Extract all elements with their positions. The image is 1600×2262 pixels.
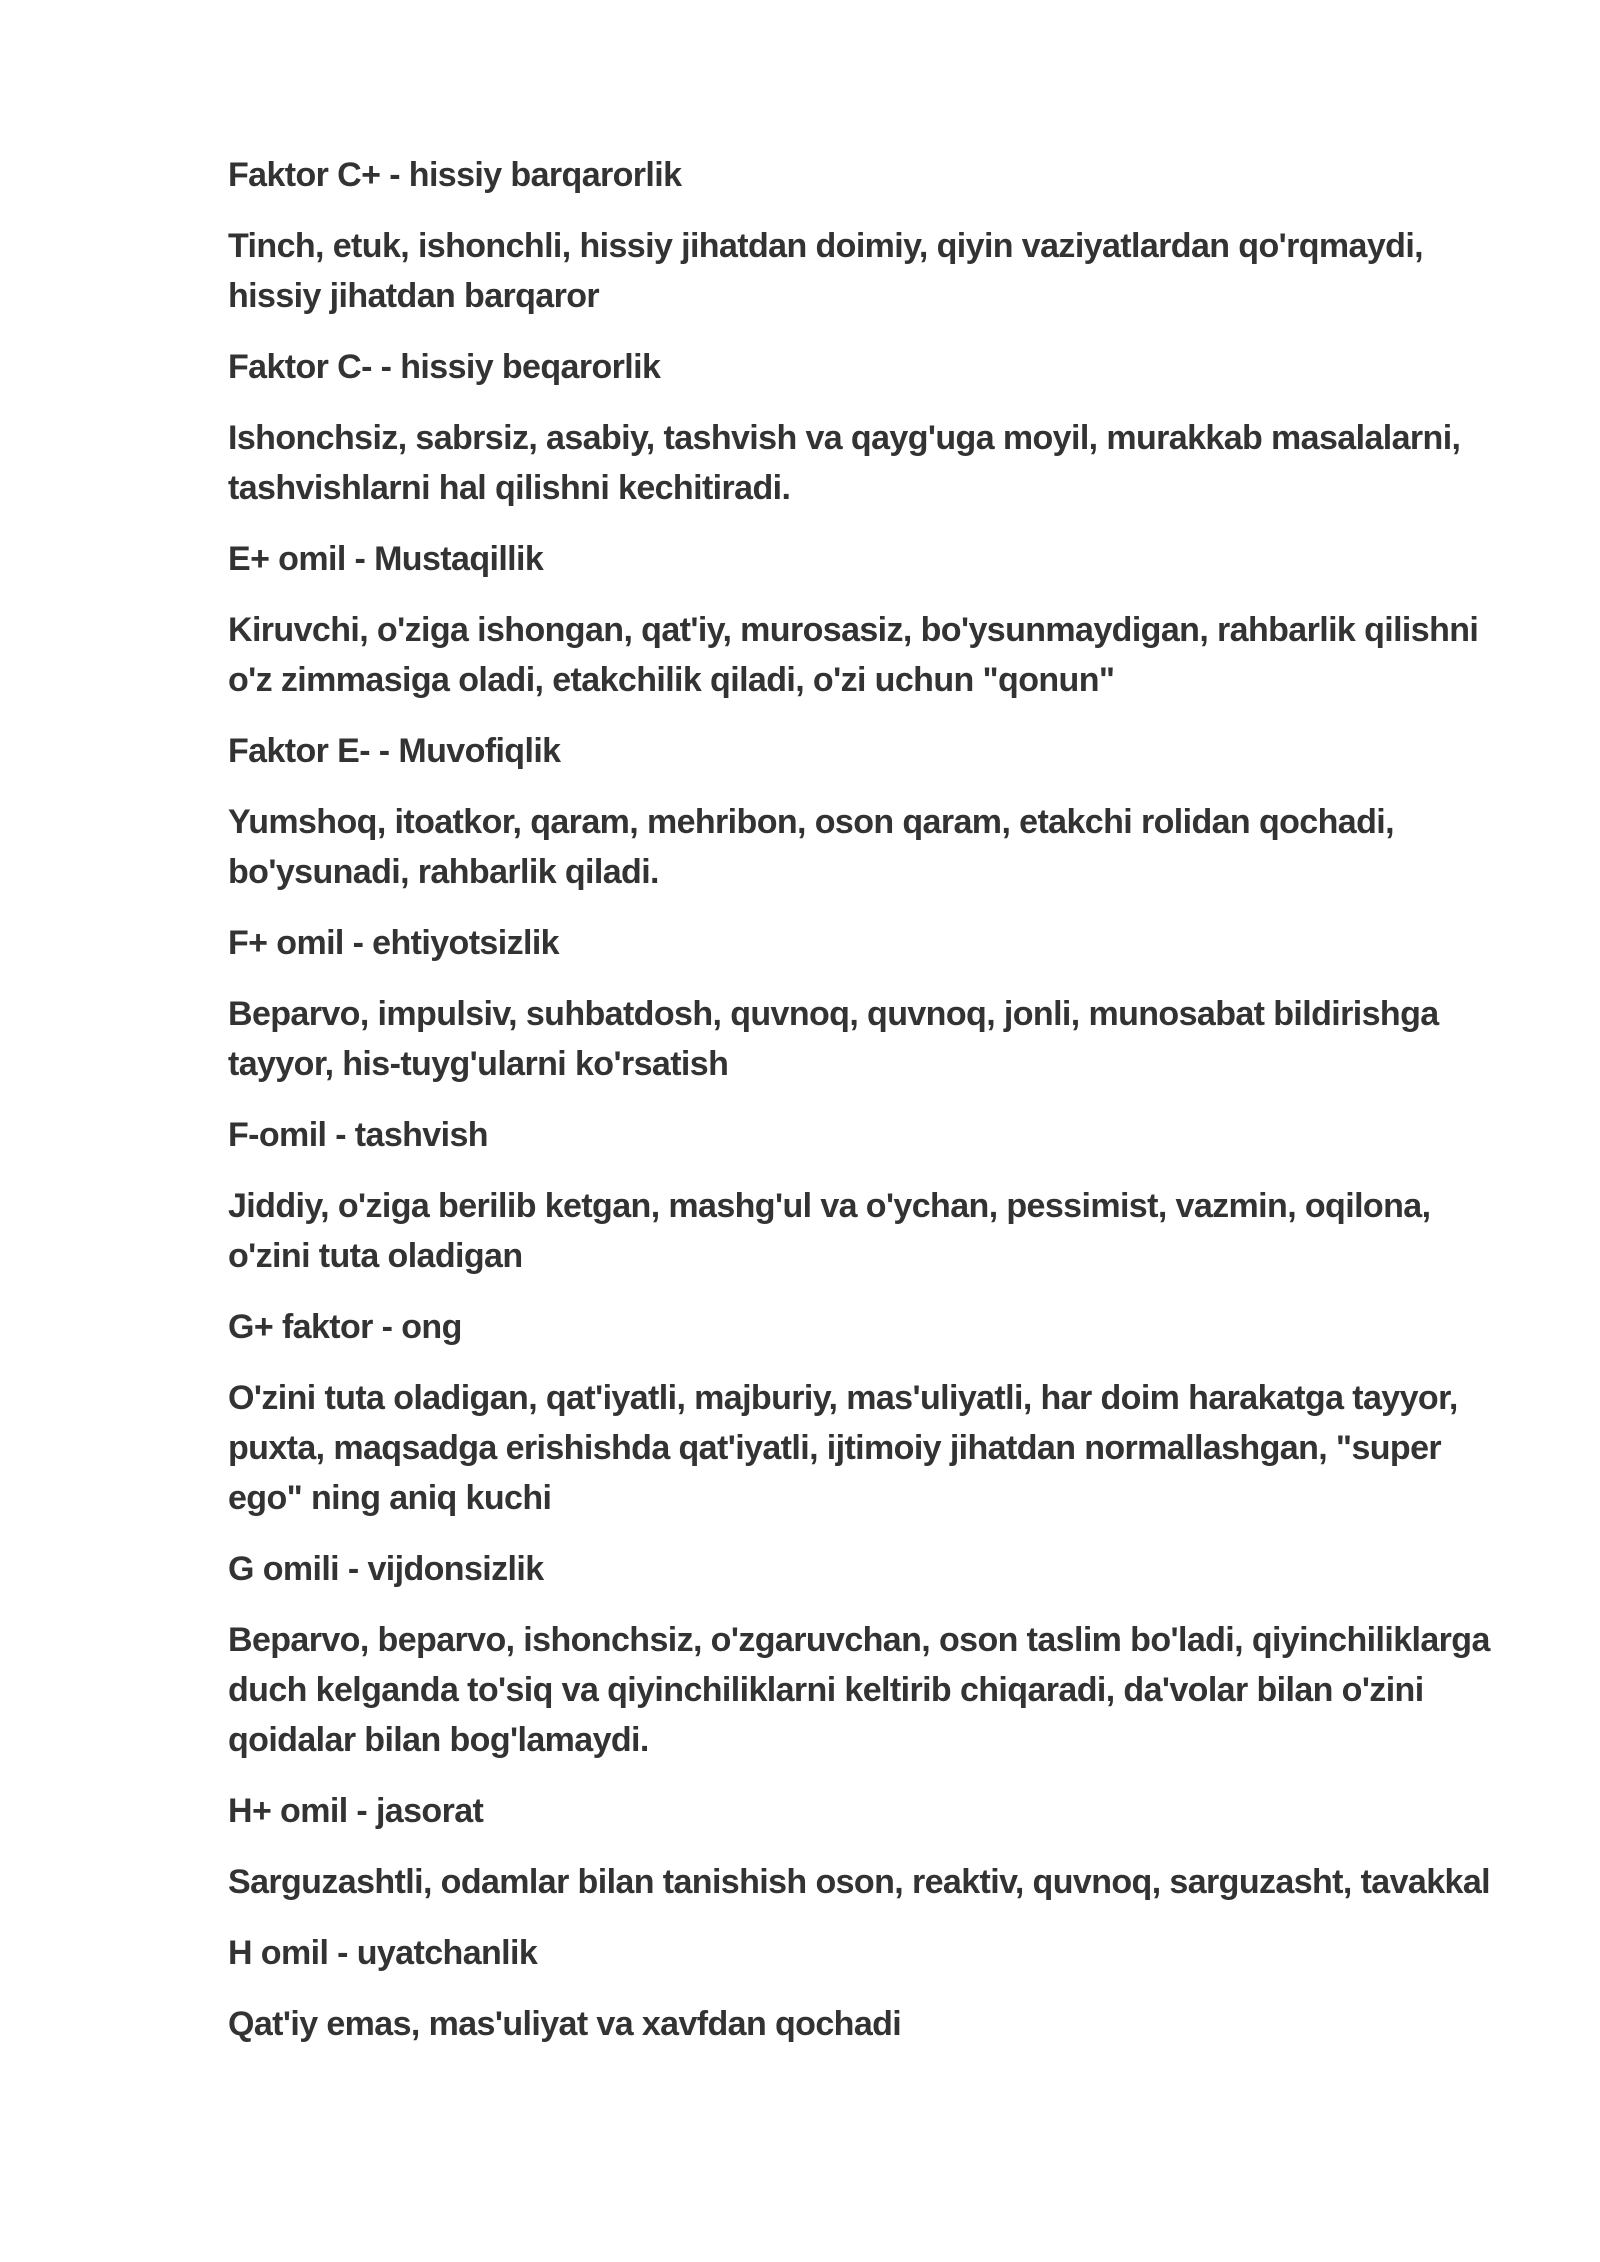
factor-description: Tinch, etuk, ishonchli, hissiy jihatdan doimiy, qiyin vaziyatlardan qo'rqmaydi, hissiy jihatdan barqaror [228,227,1424,315]
factor-heading: G omili - vijdonsizlik [228,1550,544,1588]
factor-description: Jiddiy, o'ziga berilib ketgan, mashg'ul va o'ychan, pessimist, vazmin, oqilona, o'zini tuta oladigan [228,1187,1431,1275]
factor-heading: Faktor E- - Muvofiqlik [228,732,561,770]
factor-heading: G+ faktor - ong [228,1308,462,1346]
document-page [228,150,1518,2070]
factor-description: Beparvo, beparvo, ishonchsiz, o'zgaruvchan, oson taslim bo'ladi, qiyinchiliklarga duch kelganda to'siq va qiyinchiliklarni keltirib chiqaradi, da'volar bilan o'zini qoidalar bilan bog'lamaydi. [228,1621,1490,1759]
factor-description: Qat'iy emas, mas'uliyat va xavfdan qochadi [228,2005,902,2043]
factor-description: Sarguzashtli, odamlar bilan tanishish oson, reaktiv, quvnoq, sarguzasht, tavakkal [228,1863,1491,1901]
factor-description: Ishonchsiz, sabrsiz, asabiy, tashvish va qayg'uga moyil, murakkab masalalarni, tashvishlarni hal qilishni kechitiradi. [228,419,1461,507]
factor-heading: F+ omil - ehtiyotsizlik [228,924,559,962]
factor-heading: H omil - uyatchanlik [228,1934,538,1972]
factor-heading: H+ omil - jasorat [228,1792,484,1830]
factor-heading: F-omil - tashvish [228,1116,488,1154]
factor-description: Yumshoq, itoatkor, qaram, mehribon, oson qaram, etakchi rolidan qochadi, bo'ysunadi, rahbarlik qiladi. [228,803,1394,891]
factor-description: Kiruvchi, o'ziga ishongan, qat'iy, murosasiz, bo'ysunmaydigan, rahbarlik qilishni o'z zimmasiga oladi, etakchilik qiladi, o'zi uchun "qonun" [228,611,1479,699]
factor-description: Beparvo, impulsiv, suhbatdosh, quvnoq, quvnoq, jonli, munosabat bildirishga tayyor, his-tuyg'ularni ko'rsatish [228,995,1439,1083]
factor-heading: E+ omil - Mustaqillik [228,540,544,578]
factor-heading: Faktor C+ - hissiy barqarorlik [228,156,682,194]
factor-heading: Faktor C- - hissiy beqarorlik [228,348,661,386]
factor-description: O'zini tuta oladigan, qat'iyatli, majburiy, mas'uliyatli, har doim harakatga tayyor, puxta, maqsadga erishishda qat'iyatli, ijtimoiy jihatdan normallashgan, "super ego" ning aniq kuchi [228,1379,1458,1517]
